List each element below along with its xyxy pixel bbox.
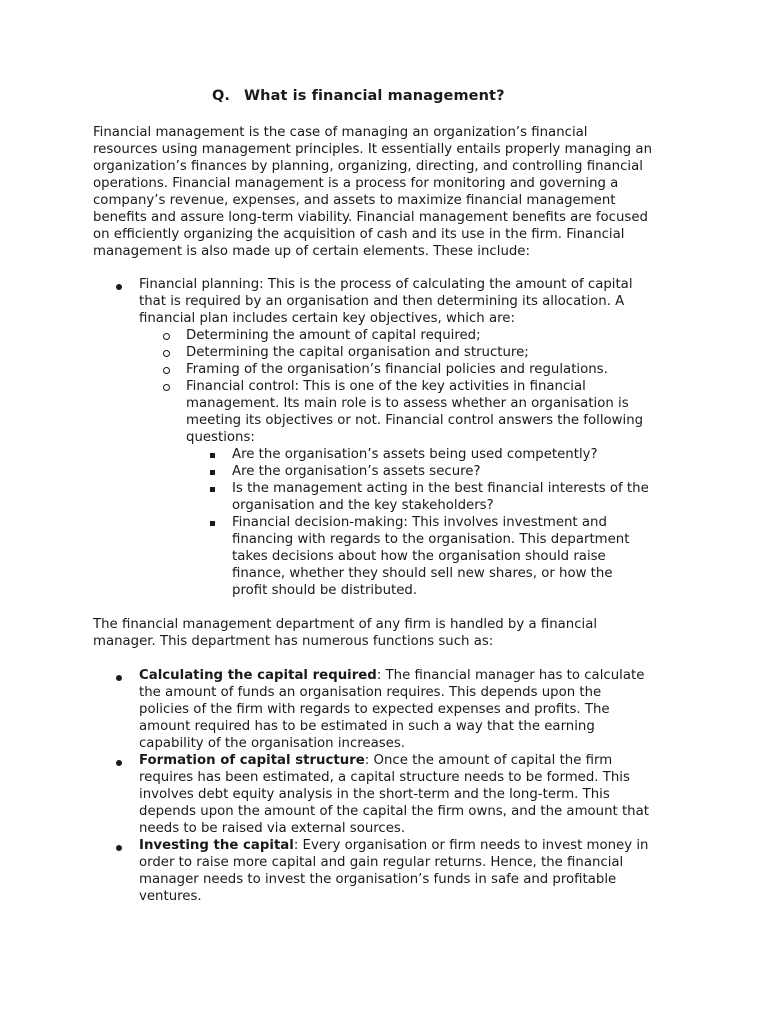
planning-line: Financial planning: This is the process of calculating the amount of capital — [139, 277, 633, 292]
function-line: order to raise more capital and gain regular returns. Hence, the financial — [139, 855, 624, 870]
question-marker: Q. — [212, 88, 231, 104]
bullet-circle-icon — [163, 333, 170, 340]
function-text: : The financial manager has to calculate — [376, 668, 645, 683]
function-line: depends upon the amount of the capital the firm owns, and the amount that — [139, 804, 649, 819]
bullet-dot-icon — [116, 675, 122, 681]
bullet-square-icon — [210, 470, 215, 475]
bullet-square-icon — [210, 521, 215, 526]
intro-line: company’s revenue, expenses, and assets to maximize financial management — [93, 193, 616, 208]
function-line: policies of the firm with regards to expected expenses and profits. The — [139, 702, 610, 717]
intro-line: operations. Financial management is a process for monitoring and governing a — [93, 176, 619, 191]
function-line: requires has been estimated, a capital structure needs to be formed. This — [139, 770, 630, 785]
function-first-line — [139, 837, 648, 854]
function-line: needs to be raised via external sources. — [139, 821, 406, 836]
bullet-dot-icon — [116, 284, 122, 290]
bullet-circle-icon — [163, 367, 170, 374]
planning-line: financial plan includes certain key objectives, which are: — [139, 311, 515, 326]
intro-line: Financial management is the case of managing an organization’s financial — [93, 125, 588, 140]
objective-item: meeting its objectives or not. Financial control answers the following — [186, 413, 644, 428]
objective-item: Financial control: This is one of the key activities in financial — [186, 379, 586, 394]
function-heading: Investing the capital — [139, 838, 294, 853]
function-line: manager needs to invest the organisation’s funds in safe and profitable — [139, 872, 617, 887]
objective-item: Determining the capital organisation and structure; — [186, 345, 529, 360]
objective-item: questions: — [186, 430, 255, 445]
bullet-circle-icon — [163, 384, 170, 391]
planning-line: that is required by an organisation and then determining its allocation. A — [139, 294, 625, 309]
question-item: takes decisions about how the organisation should raise — [232, 549, 606, 564]
question-item: Are the organisation’s assets secure? — [232, 464, 481, 479]
function-text: : Once the amount of capital the firm — [364, 753, 613, 768]
question-item: Financial decision-making: This involves investment and — [232, 515, 607, 530]
bullet-square-icon — [210, 487, 215, 492]
function-first-line — [139, 667, 644, 684]
question-item: finance, whether they should sell new shares, or how the — [232, 566, 613, 581]
objective-item: management. Its main role is to assess whether an organisation is — [186, 396, 629, 411]
bullet-circle-icon — [163, 350, 170, 357]
question-item: Is the management acting in the best financial interests of the — [232, 481, 649, 496]
intro-line: management is also made up of certain elements. These include: — [93, 244, 530, 259]
objective-item: Framing of the organisation’s financial policies and regulations. — [186, 362, 608, 377]
bullet-dot-icon — [116, 845, 122, 851]
question-item: financing with regards to the organisation. This department — [232, 532, 630, 547]
title-text: What is financial management? — [244, 88, 505, 104]
intro-paragraph — [93, 124, 693, 260]
question-item: profit should be distributed. — [232, 583, 418, 598]
question-item: Are the organisation’s assets being used competently? — [232, 447, 598, 462]
function-line: the amount of funds an organisation requires. This depends upon the — [139, 685, 602, 700]
function-line: amount required has to be estimated in such a way that the earning — [139, 719, 595, 734]
intro-line: benefits and assure long-term viability. Financial management benefits are focused — [93, 210, 648, 225]
function-line: capability of the organisation increases. — [139, 736, 406, 751]
bullet-dot-icon — [116, 760, 122, 766]
function-heading: Calculating the capital required — [139, 668, 377, 683]
department-line: The financial management department of any firm is handled by a financial — [93, 617, 598, 632]
intro-line: resources using management principles. It essentially entails properly managing an — [93, 142, 653, 157]
intro-line: organization’s finances by planning, organizing, directing, and controlling financial — [93, 159, 643, 174]
bullet-square-icon — [210, 453, 215, 458]
function-first-line — [139, 752, 612, 769]
objective-item: Determining the amount of capital required; — [186, 328, 481, 343]
function-heading: Formation of capital structure — [139, 753, 365, 768]
department-line: manager. This department has numerous functions such as: — [93, 634, 494, 649]
intro-line: on efficiently organizing the acquisition of cash and its use in the firm. Financial — [93, 227, 625, 242]
page-title — [212, 88, 505, 104]
function-line: involves debt equity analysis in the short-term and the long-term. This — [139, 787, 610, 802]
function-line: ventures. — [139, 889, 202, 904]
question-item: organisation and the key stakeholders? — [232, 498, 494, 513]
function-text: : Every organisation or firm needs to invest money in — [293, 838, 649, 853]
